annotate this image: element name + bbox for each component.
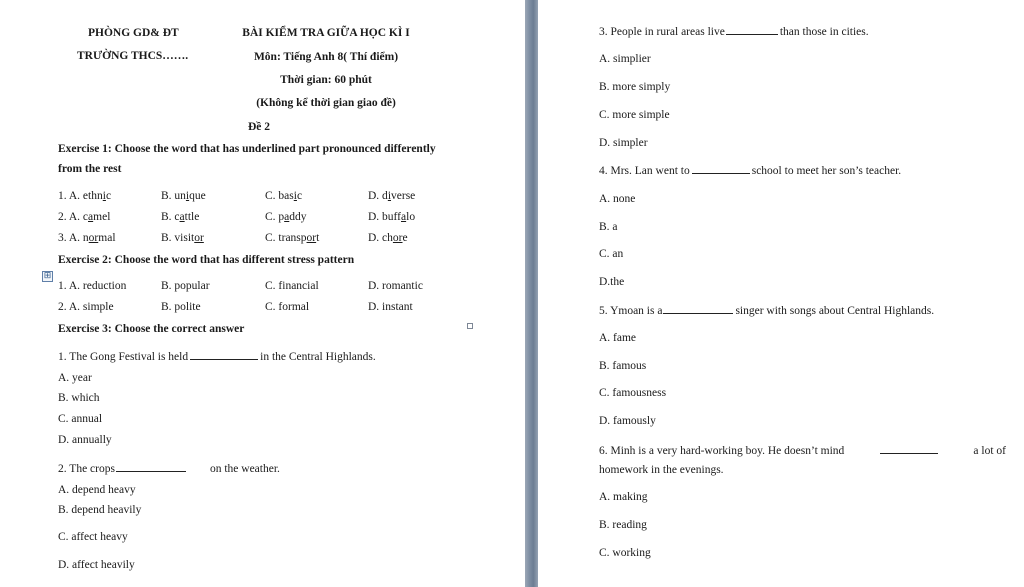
ex2-q1-option-b: B. popular: [161, 280, 210, 292]
ex3-q1-option-c: C. annual: [58, 413, 103, 425]
ex2-q2-option-d: D. instant: [368, 301, 413, 313]
ex1-q1-option-a: 1. A. ethnic: [58, 190, 112, 202]
ex3-q6-option-b: B. reading: [599, 519, 647, 531]
ex3-q5-option-b: B. famous: [599, 360, 647, 372]
table-resize-handle[interactable]: [467, 323, 473, 329]
ex3-q1-option-a: A. year: [58, 372, 92, 384]
exercise-3-title: Exercise 3: Choose the correct answer: [58, 323, 245, 335]
ex3-q3-option-c: C. more simple: [599, 109, 670, 121]
ex1-q3-option-c: C. transport: [265, 232, 320, 244]
ex3-q2-option-a: A. depend heavy: [58, 484, 136, 496]
ex3-q3-stem: 3. People in rural areas live than those in cities.: [599, 26, 869, 38]
answer-blank: [190, 350, 258, 360]
ex1-q3-option-b: B. visitor: [161, 232, 204, 244]
exercise-1-title-cont: from the rest: [58, 163, 122, 175]
exam-subject: Môn: Tiếng Anh 8( Thí điểm): [253, 51, 399, 63]
ex1-q2-option-b: B. cattle: [161, 211, 200, 223]
ex1-q1-option-b: B. unique: [161, 190, 206, 202]
ex3-q5-option-d: D. famously: [599, 415, 656, 427]
exercise-2-title: Exercise 2: Choose the word that has different stress pattern: [58, 254, 355, 266]
ex3-q3-option-a: A. simplier: [599, 53, 651, 65]
ex3-q5-stem: 5. Ymoan is a singer with songs about Central Highlands.: [599, 305, 935, 317]
ex1-q2-option-d: D. buffalo: [368, 211, 416, 223]
answer-blank: [116, 462, 186, 472]
school-label: TRƯỜNG THCS…….: [77, 50, 189, 62]
ex2-q1-option-d: D. romantic: [368, 280, 423, 292]
exercise-1-title: Exercise 1: Choose the word that has underlined part pronounced differently: [58, 143, 436, 155]
ex3-q3-option-b: B. more simply: [599, 81, 671, 93]
ex3-q6-option-a: A. making: [599, 491, 648, 503]
ex3-q1-stem: 1. The Gong Festival is held in the Central Highlands.: [58, 351, 376, 363]
ex1-q3-option-a: 3. A. normal: [58, 232, 116, 244]
ex3-q6-stem: 6. Minh is a very hard-working boy. He doesn’t mind a lot of: [599, 445, 1006, 457]
ex1-q1-option-d: D. diverse: [368, 190, 416, 202]
ex1-q2-option-c: C. paddy: [265, 211, 307, 223]
dept-label: PHÒNG GD& ĐT: [88, 27, 179, 39]
page-gap-divider: [525, 0, 538, 587]
ex2-q2-option-c: C. formal: [265, 301, 310, 313]
answer-blank: [663, 304, 733, 314]
exam-title: BÀI KIỂM TRA GIỮA HỌC KÌ I: [242, 27, 410, 39]
ex3-q2-stem: 2. The crops on the weather.: [58, 463, 280, 475]
exam-code: Đề 2: [248, 121, 271, 133]
ex3-q6-stem-cont: homework in the evenings.: [599, 464, 724, 476]
ex3-q2-option-c: C. affect heavy: [58, 531, 128, 543]
ex3-q5-option-a: A. fame: [599, 332, 637, 344]
ex1-q3-option-d: D. chore: [368, 232, 408, 244]
ex3-q4-option-b: B. a: [599, 221, 618, 233]
ex1-q2-option-a: 2. A. camel: [58, 211, 111, 223]
ex3-q4-option-c: C. an: [599, 248, 624, 260]
ex1-q1-option-c: C. basic: [265, 190, 303, 202]
table-move-handle-icon[interactable]: ⊞: [43, 271, 52, 281]
ex3-q1-option-b: B. which: [58, 392, 100, 404]
ex2-q1-option-c: C. financial: [265, 280, 319, 292]
exam-note: (Không kể thời gian giao đề): [256, 97, 396, 109]
ex3-q4-stem: 4. Mrs. Lan went to school to meet her son’s teacher.: [599, 165, 902, 177]
ex2-q2-option-b: B. polite: [161, 301, 201, 313]
exam-time: Thời gian: 60 phút: [280, 74, 372, 86]
answer-blank: [880, 444, 938, 454]
ex3-q4-option-a: A. none: [599, 193, 636, 205]
ex2-q1-option-a: 1. A. reduction: [58, 280, 127, 292]
ex3-q1-option-d: D. annually: [58, 434, 112, 446]
answer-blank: [726, 25, 778, 35]
ex3-q6-option-c: C. working: [599, 547, 651, 559]
ex3-q4-option-d: D.the: [599, 276, 625, 288]
ex3-q2-option-b: B. depend heavily: [58, 504, 142, 516]
ex3-q2-option-d: D. affect heavily: [58, 559, 135, 571]
ex3-q5-option-c: C. famousness: [599, 387, 667, 399]
answer-blank: [692, 164, 750, 174]
ex3-q3-option-d: D. simpler: [599, 137, 648, 149]
ex2-q2-option-a: 2. A. simple: [58, 301, 114, 313]
